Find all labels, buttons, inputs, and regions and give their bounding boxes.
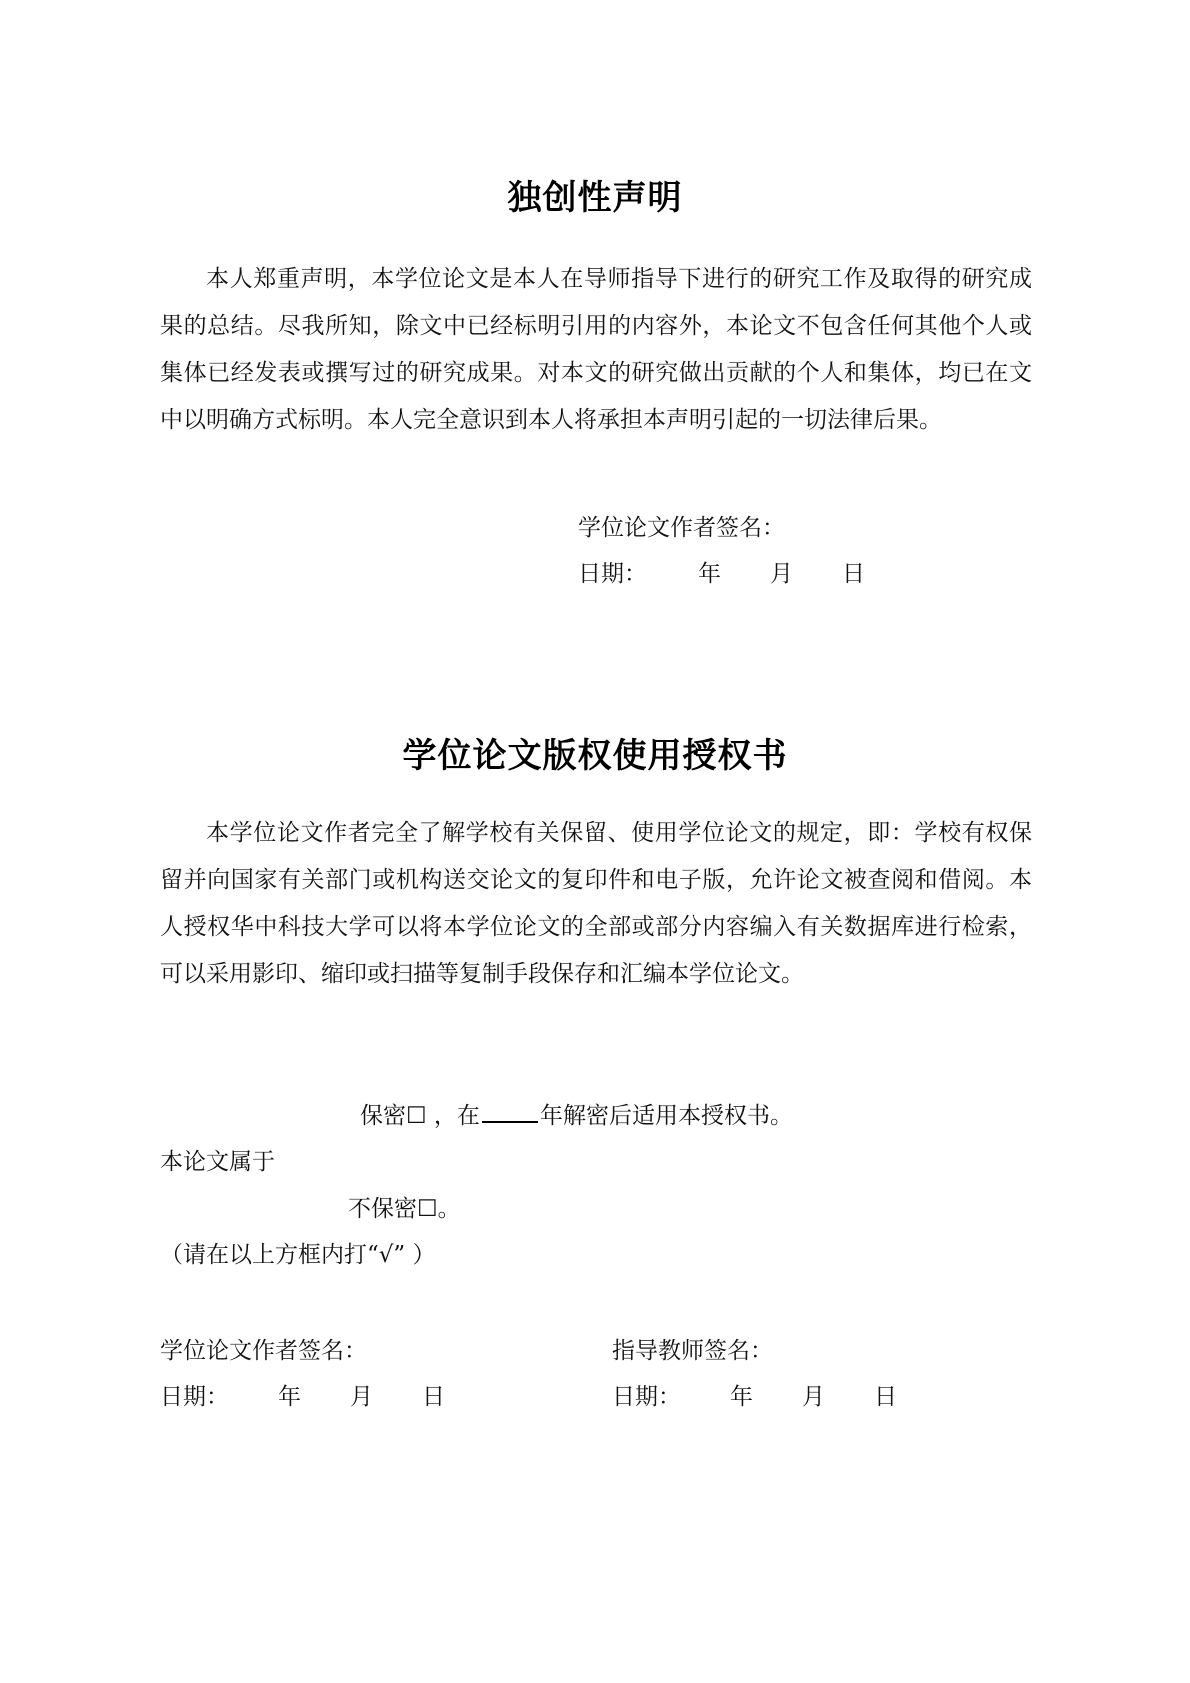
secret-years-blank[interactable]: [482, 1103, 538, 1123]
advisor-signature-field[interactable]: [768, 1336, 1008, 1366]
date-year: 年: [730, 1384, 753, 1410]
belongs-to-label: 本论文属于: [160, 1149, 275, 1175]
authorization-title: 学位论文版权使用授权书: [402, 736, 788, 776]
date-month: 月: [350, 1384, 373, 1410]
declaration-title: 独创性声明: [507, 178, 683, 218]
date-label: 日期：: [578, 561, 647, 587]
secret-option-suffix: 年解密后适用本授权书。: [539, 1103, 793, 1129]
date-year: 年: [698, 561, 721, 587]
date-day: 日: [422, 1384, 445, 1410]
secret-option-checkbox[interactable]: 保密☐ ，在: [360, 1103, 480, 1129]
date-month: 月: [802, 1384, 825, 1410]
declaration-signature-label: 学位论文作者签名：: [578, 515, 785, 541]
authorization-body: 本学位论文作者完全了解学校有关保留、使用学位论文的规定，即：学校有权保留并向国家有关部门或机构送交论文的复印件和电子版，允许论文被查阅和借阅。本人授权华中科技大学可以将本学位论文的全部或部分内容编入有关数据库进行检索，可以采用影印、缩印或扫描等复制手段保存和汇编本学位论文。: [160, 820, 1032, 987]
not-secret-checkbox[interactable]: 不保密☐。: [348, 1196, 461, 1222]
declaration-body: 本人郑重声明，本学位论文是本人在导师指导下进行的研究工作及取得的研究成果的总结。尽我所知，除文中已经标明引用的内容外，本论文不包含任何其他个人或集体已经发表或撰写过的研究成果。对本文的研究做出贡献的个人和集体，均已在文中以明确方式标明。本人完全意识到本人将承担本声明引起的一切法律后果。: [160, 266, 1032, 433]
author-signature-field[interactable]: [362, 1336, 582, 1366]
author-date[interactable]: [160, 1382, 480, 1412]
secret-option-line: [360, 1101, 793, 1131]
date-year: 年: [278, 1384, 301, 1410]
advisor-date[interactable]: [612, 1382, 932, 1412]
checkbox-instruction: （请在以上方框内打“√” ）: [160, 1242, 436, 1268]
date-label: 日期：: [160, 1384, 229, 1410]
date-day: 日: [874, 1384, 897, 1410]
date-day: 日: [842, 561, 865, 587]
date-month: 月: [770, 561, 793, 587]
declaration-date[interactable]: [578, 559, 898, 589]
advisor-signature-label: 指导教师签名：: [612, 1338, 773, 1364]
declaration-signature-field[interactable]: [780, 513, 1020, 543]
author-signature-label: 学位论文作者签名：: [160, 1338, 367, 1364]
date-label: 日期：: [612, 1384, 681, 1410]
